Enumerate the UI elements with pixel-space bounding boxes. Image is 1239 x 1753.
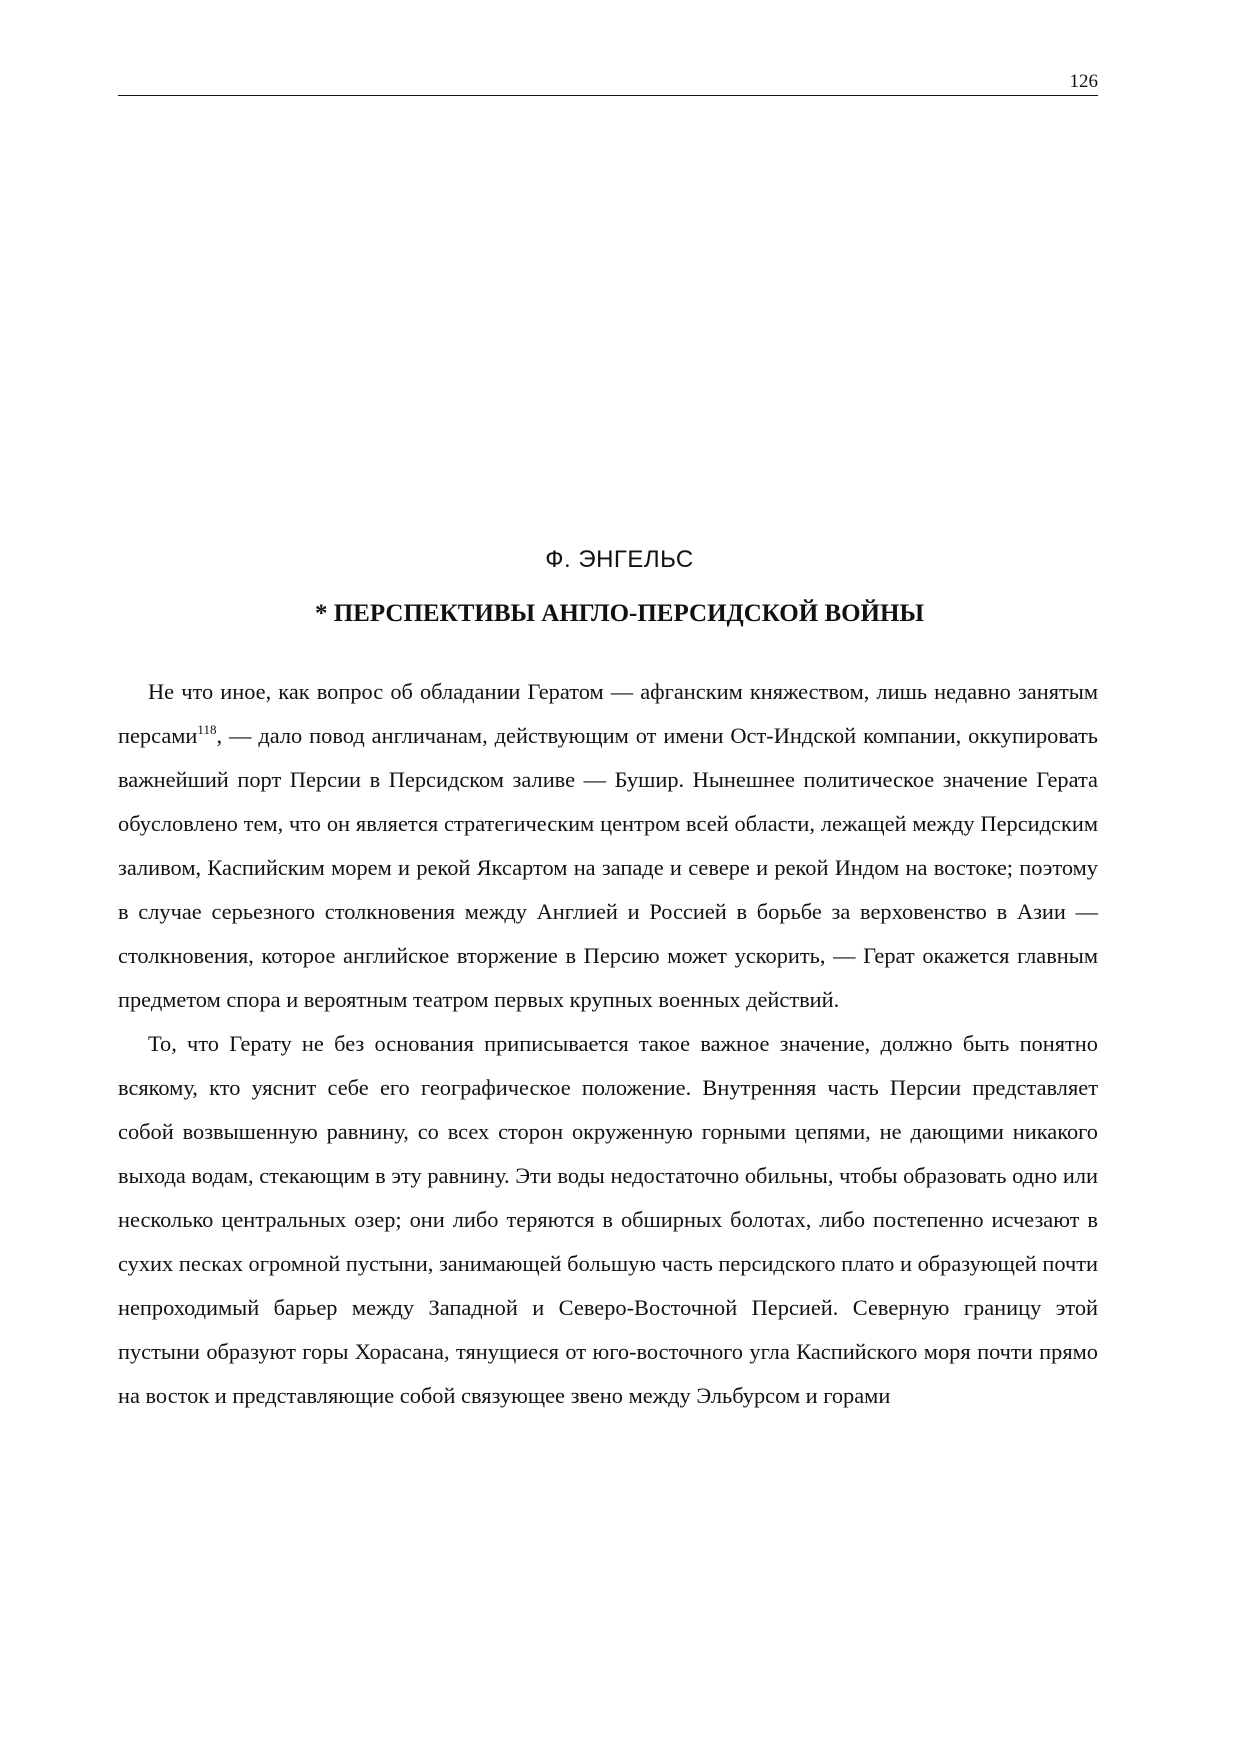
header-rule: [118, 95, 1098, 96]
page-header: [118, 70, 1098, 96]
article-body: [118, 670, 1098, 1418]
paragraph-1-text-start: Не что иное, как вопрос об обладании Гератом — афганским княжеством, лишь недавно занятым персами: [118, 679, 1098, 748]
footnote-reference[interactable]: 118: [197, 722, 217, 737]
paragraph-1-text-end: , — дало повод англичанам, действующим от имени Ост-Индской компании, оккупировать важнейший порт Персии в Персидском заливе — Бушир. Нынешнее политическое значение Герата обусловлено тем, что он является стратегическим центром всей области, лежащей между Персидским заливом, Каспийским морем и рекой Яксартом на западе и севере и рекой Индом на востоке; поэтому в случае серьезного столкновения между Англией и Россией в борьбе за верховенство в Азии — столкновения, которое английское вторжение в Персию может ускорить, — Герат окажется главным предметом спора и вероятным театром первых крупных военных действий.: [118, 723, 1098, 1012]
page-number: 126: [1069, 71, 1098, 92]
paragraph-1: [118, 670, 1098, 1022]
article-title: * ПЕРСПЕКТИВЫ АНГЛО-ПЕРСИДСКОЙ ВОЙНЫ: [314, 600, 925, 627]
author-name: Ф. ЭНГЕЛЬС: [545, 546, 694, 573]
paragraph-2: То, что Герату не без основания приписывается такое важное значение, должно быть понятно всякому, кто уяснит себе его географическое положение. Внутренняя часть Персии представляет собой возвышенную равнину, со всех сторон окруженную горными цепями, не дающими никакого выхода водам, стекающим в эту равнину. Эти воды недостаточно обильны, чтобы образовать одно или несколько центральных озер; они либо теряются в обширных болотах, либо постепенно исчезают в сухих песках огромной пустыни, занимающей большую часть персидского плато и образующей почти непроходимый барьер между Западной и Северо-Восточной Персией. Северную границу этой пустыни образуют горы Хорасана, тянущиеся от юго-восточного угла Каспийского моря почти прямо на восток и представляющие собой связующее звено между Эльбурсом и горами: [118, 1031, 1098, 1408]
